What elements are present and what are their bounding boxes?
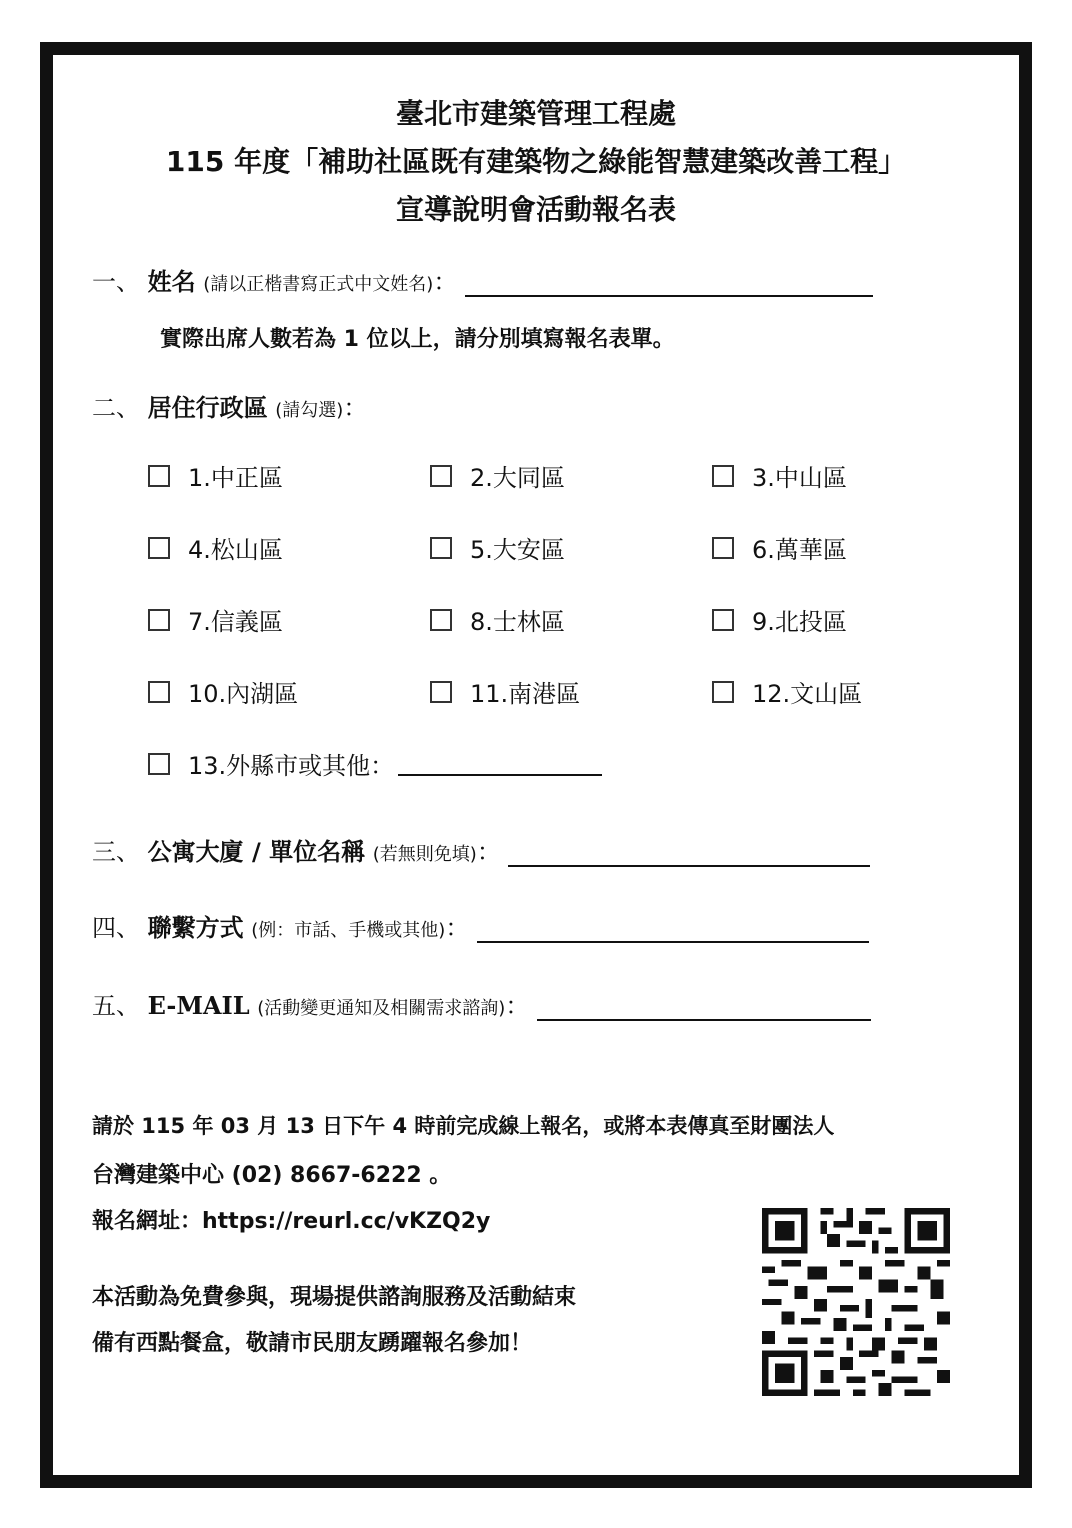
district-option[interactable]: 6.萬華區 (712, 530, 847, 565)
name-note: (請以正楷書寫正式中文姓名) (203, 274, 434, 295)
contact-note: (例：市話、手機或其他) (251, 920, 446, 941)
event-info-line1: 本活動為免費參與，現場提供諮詢服務及活動結束 (92, 1285, 577, 1310)
checkbox[interactable] (148, 609, 170, 631)
district-option[interactable]: 9.北投區 (712, 602, 847, 637)
district-option[interactable]: 8.士林區 (430, 602, 565, 637)
checkbox[interactable] (430, 681, 452, 703)
title-organization: 臺北市建築管理工程處 (395, 97, 676, 130)
district-option[interactable]: 7.信義區 (148, 602, 283, 637)
checkbox[interactable] (712, 465, 734, 487)
district-option[interactable]: 3.中山區 (712, 458, 847, 493)
event-info-line2: 備有西點餐盒，敬請市民朋友踴躍報名參加！ (92, 1331, 533, 1356)
name-label: 姓名 (147, 268, 196, 296)
district-option[interactable]: 10.內湖區 (148, 674, 298, 709)
building-field[interactable] (508, 843, 870, 867)
checkbox[interactable] (430, 609, 452, 631)
title-program: 115 年度「補助社區既有建築物之綠能智慧建築改善工程」 (165, 145, 907, 178)
district-row (92, 388, 367, 423)
fax-text: 台灣建築中心 (02) 8667-6222 。 (92, 1163, 452, 1188)
district-label: 居住行政區 (147, 394, 268, 422)
building-note: (若無則免填) (372, 844, 477, 865)
building-colon: ： (476, 838, 501, 866)
email-row (92, 986, 871, 1021)
district-option[interactable]: 4.松山區 (148, 530, 283, 565)
checkbox[interactable] (430, 537, 452, 559)
contact-row (92, 908, 869, 943)
checkbox[interactable] (148, 537, 170, 559)
email-note: (活動變更通知及相關需求諮詢) (257, 998, 506, 1019)
district-note: (請勾選) (275, 400, 344, 421)
district-colon: ： (343, 394, 368, 422)
name-field[interactable] (465, 273, 873, 297)
district-option[interactable]: 1.中正區 (148, 458, 283, 493)
district-option[interactable]: 11.南港區 (430, 674, 580, 709)
email-label: E-MAIL (147, 991, 250, 1020)
checkbox[interactable] (148, 465, 170, 487)
contact-label: 聯繫方式 (147, 914, 244, 942)
district-option-other[interactable]: 13.外縣市或其他： (148, 746, 602, 781)
section-number: 一、 (92, 268, 140, 296)
email-colon: ： (505, 992, 530, 1020)
section-number: 五、 (92, 992, 140, 1020)
section-number: 二、 (92, 394, 140, 422)
registration-qr-code[interactable] (762, 1208, 950, 1396)
attendance-notice: 實際出席人數若為 1 位以上，請分別填寫報名表單。 (160, 327, 675, 352)
name-row (92, 262, 873, 297)
email-field[interactable] (537, 997, 871, 1021)
checkbox[interactable] (712, 609, 734, 631)
checkbox[interactable] (712, 537, 734, 559)
building-row (92, 832, 870, 867)
checkbox[interactable] (148, 753, 170, 775)
deadline-text: 請於 115 年 03 月 13 日下午 4 時前完成線上報名，或將本表傳真至財團法人 (92, 1114, 835, 1138)
building-label: 公寓大廈 / 單位名稱 (147, 838, 366, 866)
name-colon: ： (433, 268, 458, 296)
checkbox[interactable] (148, 681, 170, 703)
checkbox[interactable] (712, 681, 734, 703)
section-number: 三、 (92, 838, 140, 866)
district-option[interactable]: 2.大同區 (430, 458, 565, 493)
checkbox[interactable] (430, 465, 452, 487)
district-option[interactable]: 12.文山區 (712, 674, 862, 709)
section-number: 四、 (92, 914, 140, 942)
contact-field[interactable] (477, 919, 869, 943)
title-form: 宣導說明會活動報名表 (395, 193, 676, 226)
contact-colon: ： (445, 914, 470, 942)
registration-url[interactable]: 報名網址：https://reurl.cc/vKZQ2y (92, 1209, 491, 1234)
other-district-field[interactable] (398, 752, 602, 776)
district-option[interactable]: 5.大安區 (430, 530, 565, 565)
